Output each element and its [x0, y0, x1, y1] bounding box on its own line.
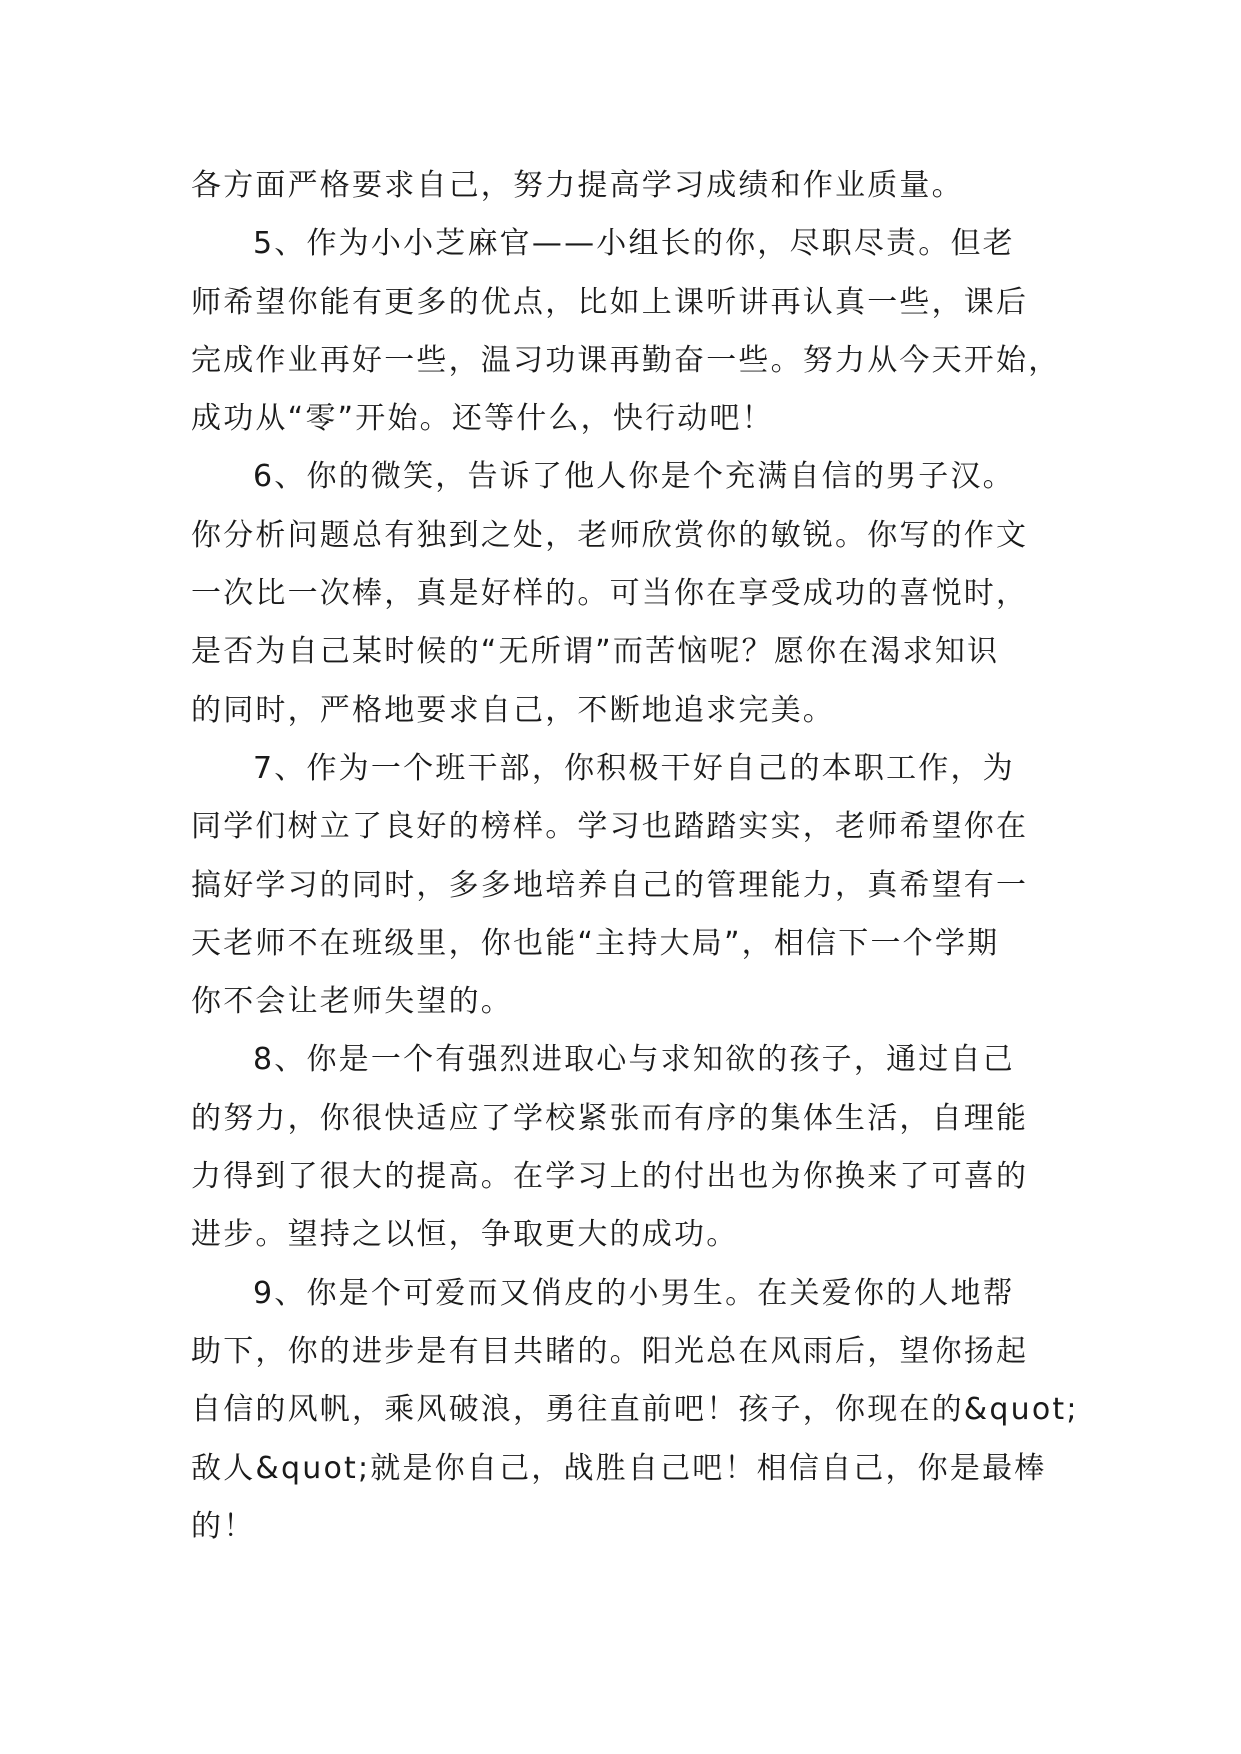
text-line: 8、你是一个有强烈进取心与求知欲的孩子，通过自己 — [253, 1042, 1015, 1078]
text-line: 自信的风帆，乘风破浪，勇往直前吧！孩子，你现在的&quot; — [191, 1392, 1079, 1428]
text-line: 敌人&quot;就是你自己，战胜自己吧！相信自己，你是最棒 — [191, 1450, 1047, 1486]
text-line: 助下，你的进步是有目共睹的。阳光总在风雨后，望你扬起 — [191, 1333, 1029, 1369]
text-line: 的同时，严格地要求自己，不断地追求完美。 — [191, 692, 835, 728]
text-line: 9、你是个可爱而又俏皮的小男生。在关爱你的人地帮 — [253, 1275, 1015, 1311]
text-line: 6、你的微笑，告诉了他人你是个充满自信的男子汉。 — [253, 459, 1015, 495]
text-line: 各方面严格要求自己，努力提高学习成绩和作业质量。 — [191, 168, 964, 203]
text-line: 成功从“零”开始。还等什么，快行动吧！ — [191, 401, 774, 437]
text-line: 师希望你能有更多的优点，比如上课听讲再认真一些，课后 — [191, 284, 1029, 320]
text-line: 5、作为小小芝麻官——小组长的你，尽职尽责。但老 — [253, 226, 1015, 262]
text-line: 搞好学习的同时，多多地培养自己的管理能力，真希望有一 — [191, 867, 1029, 903]
text-line: 完成作业再好一些，温习功课再勤奋一些。努力从今天开始， — [191, 342, 1061, 378]
text-line: 的！ — [191, 1508, 256, 1544]
text-line: 7、作为一个班干部，你积极干好自己的本职工作，为 — [253, 750, 1015, 786]
text-line: 是否为自己某时候的“无所谓”而苦恼呢？愿你在渴求知识 — [191, 634, 1000, 670]
text-line: 一次比一次棒，真是好样的。可当你在享受成功的喜悦时， — [191, 576, 1029, 612]
text-line: 同学们树立了良好的榜样。学习也踏踏实实，老师希望你在 — [191, 809, 1029, 845]
text-line: 你分析问题总有独到之处，老师欣赏你的敏锐。你写的作文 — [191, 517, 1029, 553]
text-line: 进步。望持之以恒，争取更大的成功。 — [191, 1217, 739, 1253]
text-line: 力得到了很大的提高。在学习上的付出也为你换来了可喜的 — [191, 1159, 1029, 1195]
text-line: 的努力，你很快适应了学校紧张而有序的集体生活，自理能 — [191, 1100, 1029, 1136]
text-line: 你不会让老师失望的。 — [191, 984, 513, 1020]
text-line: 天老师不在班级里，你也能“主持大局”，相信下一个学期 — [191, 925, 1000, 961]
document-body — [191, 157, 1079, 1556]
